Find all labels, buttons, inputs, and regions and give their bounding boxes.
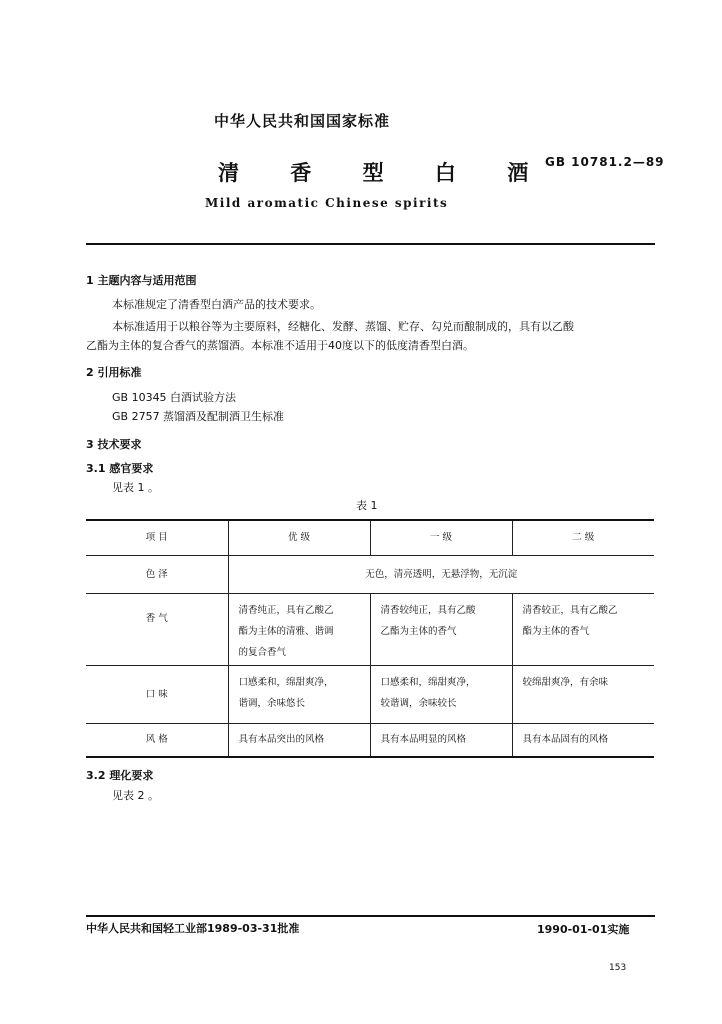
reference-1: GB 10345 白酒试验方法	[112, 391, 237, 404]
sensory-requirements-table	[86, 519, 654, 758]
aroma-superior-line-3: 的复合香气	[238, 646, 287, 658]
header-rule	[86, 243, 655, 245]
aroma-first-grade	[370, 593, 512, 665]
aroma-superior-line-1: 清香纯正，具有乙酸乙	[238, 604, 334, 616]
section-2-heading: 2 引用标准	[86, 366, 142, 379]
header-superior: 优 级	[228, 520, 370, 555]
aroma-first-line-2: 乙酯为主体的香气	[380, 625, 457, 637]
taste-superior-line-2: 谐调，余味悠长	[238, 697, 306, 709]
header-second-grade: 二 级	[512, 520, 654, 555]
table-row-color	[86, 555, 654, 593]
taste-first-line-1: 口感柔和，绵甜爽净，	[380, 676, 476, 688]
style-second-grade: 具有本品固有的风格	[512, 723, 654, 757]
header-item: 项 目	[86, 520, 228, 555]
table-header-row	[86, 520, 654, 555]
header-first-grade: 一 级	[370, 520, 512, 555]
row-label-color: 色 泽	[86, 555, 228, 593]
standard-title: 清 香 型 白 酒	[218, 161, 551, 185]
row-label-style: 风 格	[86, 723, 228, 757]
aroma-second-grade	[512, 593, 654, 665]
section-3-1-text: 见表 1 。	[112, 481, 159, 494]
table-caption: 表 1	[356, 499, 378, 512]
taste-first-grade	[370, 665, 512, 723]
aroma-second-line-2: 酯为主体的香气	[522, 625, 590, 637]
section-3-heading: 3 技术要求	[86, 438, 142, 451]
approval-note: 中华人民共和国轻工业部1989-03-31批准	[86, 922, 300, 935]
section-1-heading: 1 主题内容与适用范围	[86, 274, 197, 287]
reference-2: GB 2757 蒸馏酒及配制酒卫生标准	[112, 410, 285, 423]
style-first-grade: 具有本品明显的风格	[370, 723, 512, 757]
table-row-aroma	[86, 593, 654, 665]
section-3-2-text: 见表 2 。	[112, 789, 159, 802]
section-3-1-heading: 3.1 感官要求	[86, 462, 154, 475]
taste-superior-line-1: 口感柔和，绵甜爽净，	[238, 676, 334, 688]
english-title: Mild aromatic Chinese spirits	[205, 196, 449, 210]
aroma-second-line-1: 清香较正，具有乙酸乙	[522, 604, 618, 616]
standard-code: GB 10781.2—89	[545, 155, 665, 169]
page-number: 153	[609, 963, 627, 973]
color-value: 无色，清亮透明，无悬浮物，无沉淀	[228, 555, 654, 593]
issuing-authority: 中华人民共和国国家标准	[214, 112, 391, 130]
taste-first-line-2: 较谐调，余味较长	[380, 697, 457, 709]
aroma-superior-line-2: 酯为主体的清雅、谐调	[238, 625, 334, 637]
aroma-first-line-1: 清香较纯正，具有乙酸	[380, 604, 476, 616]
style-superior: 具有本品突出的风格	[228, 723, 370, 757]
section-3-2-heading: 3.2 理化要求	[86, 769, 154, 782]
table-row-taste	[86, 665, 654, 723]
taste-second-line-1: 较绵甜爽净，有余味	[522, 676, 609, 688]
effective-date: 1990-01-01实施	[537, 923, 630, 936]
table-row-style	[86, 723, 654, 757]
aroma-superior	[228, 593, 370, 665]
row-label-aroma: 香 气	[86, 593, 228, 665]
taste-superior	[228, 665, 370, 723]
section-1-paragraph-1: 本标准规定了清香型白酒产品的技术要求。	[112, 298, 321, 311]
section-1-paragraph-2-line-1: 本标准适用于以粮谷等为主要原料，经糖化、发酵、蒸馏、贮存、勾兑而酿制成的，具有以乙酸	[112, 320, 574, 333]
taste-second-grade	[512, 665, 654, 723]
row-label-taste: 口 味	[86, 665, 228, 723]
footer-rule	[86, 915, 655, 917]
section-1-paragraph-2-line-2: 乙酯为主体的复合香气的蒸馏酒。本标准不适用于40度以下的低度清香型白酒。	[86, 339, 474, 352]
